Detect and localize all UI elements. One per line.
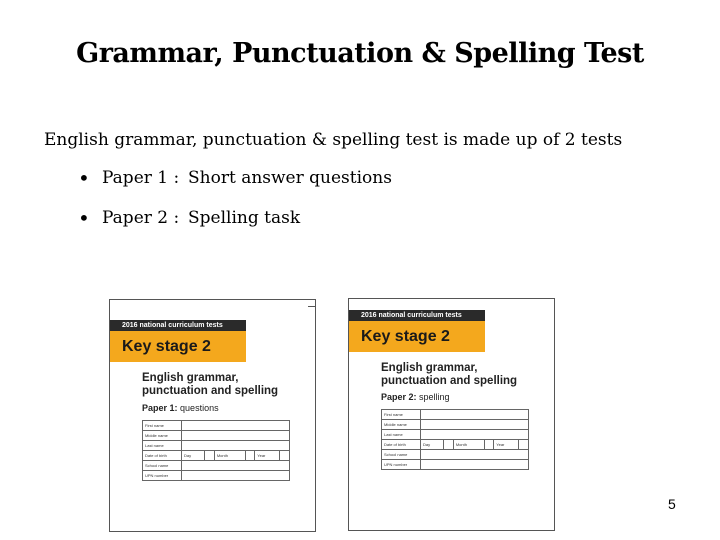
- form-label: UPN number: [143, 471, 182, 481]
- paper1-heading-line2: punctuation and spelling: [142, 385, 279, 397]
- form-label: Month: [453, 440, 484, 450]
- paper1-cover-image: [109, 299, 316, 532]
- paper1-label: Paper 1:: [142, 403, 178, 413]
- form-label: Year: [255, 451, 280, 461]
- paper2-heading-line1: English grammar,: [381, 362, 478, 374]
- form-label: Day: [421, 440, 444, 450]
- bullet-text: Spelling task: [188, 208, 301, 228]
- list-item: [78, 168, 392, 208]
- form-label: School name: [382, 450, 421, 460]
- paper2-band: 2016 national curriculum tests: [349, 310, 485, 322]
- divider: [308, 306, 316, 307]
- paper1-band: 2016 national curriculum tests: [110, 320, 246, 332]
- paper1-name: questions: [180, 403, 219, 413]
- form-label: Year: [494, 440, 519, 450]
- bullet-text: Short answer questions: [188, 168, 392, 188]
- paper1-heading-line1: English grammar,: [142, 372, 239, 384]
- form-label: First name: [143, 421, 182, 431]
- form-label: Date of birth: [382, 440, 421, 450]
- list-item: [78, 208, 392, 248]
- paper2-heading-line2: punctuation and spelling: [381, 375, 518, 387]
- paper1-subtitle: [142, 403, 219, 413]
- form-label: Middle name: [382, 420, 421, 430]
- form-label: UPN number: [382, 460, 421, 470]
- bullet-icon: •: [78, 206, 90, 230]
- form-label: Middle name: [143, 431, 182, 441]
- form-label: First name: [382, 410, 421, 420]
- form-label: Last name: [382, 430, 421, 440]
- bullet-label: Paper 1 :: [102, 168, 180, 188]
- paper2-subtitle: [381, 392, 450, 402]
- paper1-details-form: [142, 420, 290, 481]
- form-label: Last name: [143, 441, 182, 451]
- bullet-label: Paper 2 :: [102, 208, 180, 228]
- paper2-details-form: [381, 409, 529, 470]
- form-label: Day: [182, 451, 205, 461]
- form-label: Month: [214, 451, 245, 461]
- paper2-cover-image: [348, 298, 555, 531]
- bullet-list: [78, 168, 392, 248]
- paper2-key-stage: Key stage 2: [349, 321, 485, 352]
- paper2-label: Paper 2:: [381, 392, 417, 402]
- page-number: 5: [668, 496, 676, 512]
- paper2-name: spelling: [419, 392, 450, 402]
- paper1-key-stage: Key stage 2: [110, 331, 246, 362]
- form-label: Date of birth: [143, 451, 182, 461]
- form-label: School name: [143, 461, 182, 471]
- bullet-icon: •: [78, 166, 90, 190]
- slide-title: Grammar, Punctuation & Spelling Test: [76, 38, 644, 69]
- intro-text: English grammar, punctuation & spelling test is made up of 2 tests: [44, 130, 623, 150]
